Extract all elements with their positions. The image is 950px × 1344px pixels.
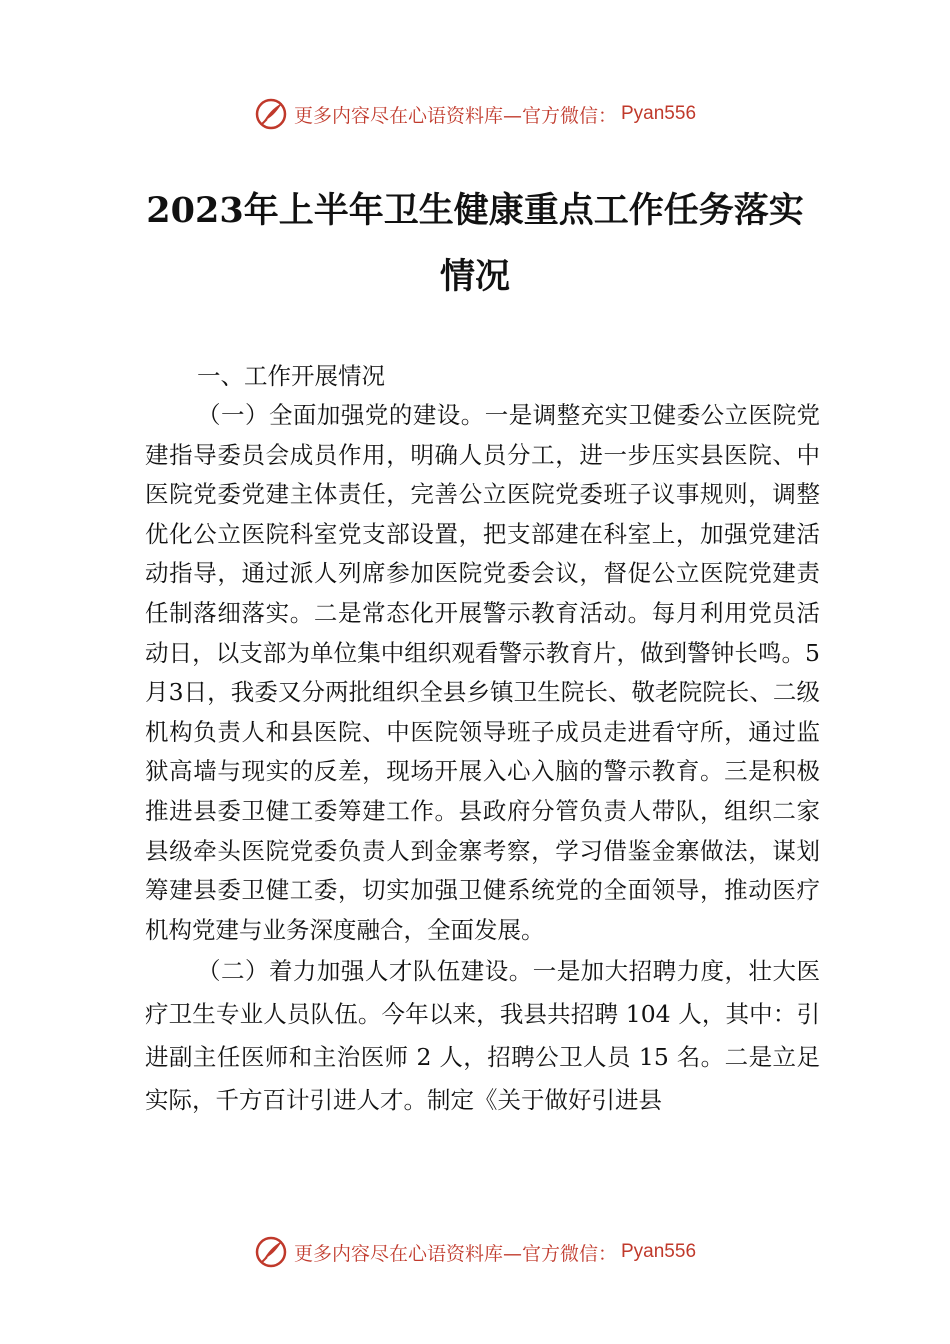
paragraph-party-building: （一）全面加强党的建设。一是调整充实卫健委公立医院党建指导委员会成员作用，明确人员分工，进一步压实县医院、中医院党委党建主体责任，完善公立医院党委班子议事规则，调整优化公立医院科室党支部设置，把支部建在科室上，加强党建活动指导，通过派人列席参加医院党委会议，督促公立医院党建责任制落细落实。二是常态化开展警示教育活动。每月利用党员活动日，以支部为单位集中组织观看警示教育片，做到警钟长鸣。5月3日，我委又分两批组织全县乡镇卫生院长、敬老院院长、二级机构负责人和县医院、中医院领导班子成员走进看守所，通过监狱高墙与现实的反差，现场开展入心入脑的警示教育。三是积极推进县委卫健工委筹建工作。县政府分管负责人带队，组织二家县级牵头医院党委负责人到金寨考察，学习借鉴金寨做法，谋划筹建县委卫健工委，切实加强卫健系统党的全面领导，推动医疗机构党建与业务深度融合，全面发展。 (145, 401, 820, 944)
watermark-handle: Pyan556 (621, 1241, 697, 1262)
document-body (145, 356, 820, 1122)
feather-logo-icon (254, 1235, 288, 1269)
watermark-text: 更多内容尽在心语资料库—官方微信： (293, 104, 617, 127)
document-title (60, 178, 890, 310)
watermark-banner-bottom (0, 1232, 950, 1272)
watermark-banner-top (0, 94, 950, 134)
feather-logo-icon (254, 97, 288, 131)
title-line-1: 2023年上半年卫生健康重点工作任务落实 (146, 190, 804, 231)
section-heading: 一、工作开展情况 (197, 362, 385, 390)
watermark-text: 更多内容尽在心语资料库—官方微信： (293, 1242, 617, 1265)
title-line-2: 情况 (439, 256, 510, 297)
watermark-handle: Pyan556 (621, 103, 697, 124)
paragraph-talent-building: （二）着力加强人才队伍建设。一是加大招聘力度，壮大医疗卫生专业人员队伍。今年以来，我县共招聘 104 人，其中：引进副主任医师和主治医师 2 人，招聘公卫人员 15 名。二是立足实际，千方百计引进人才。制定《关于做好引进县 (145, 957, 820, 1115)
